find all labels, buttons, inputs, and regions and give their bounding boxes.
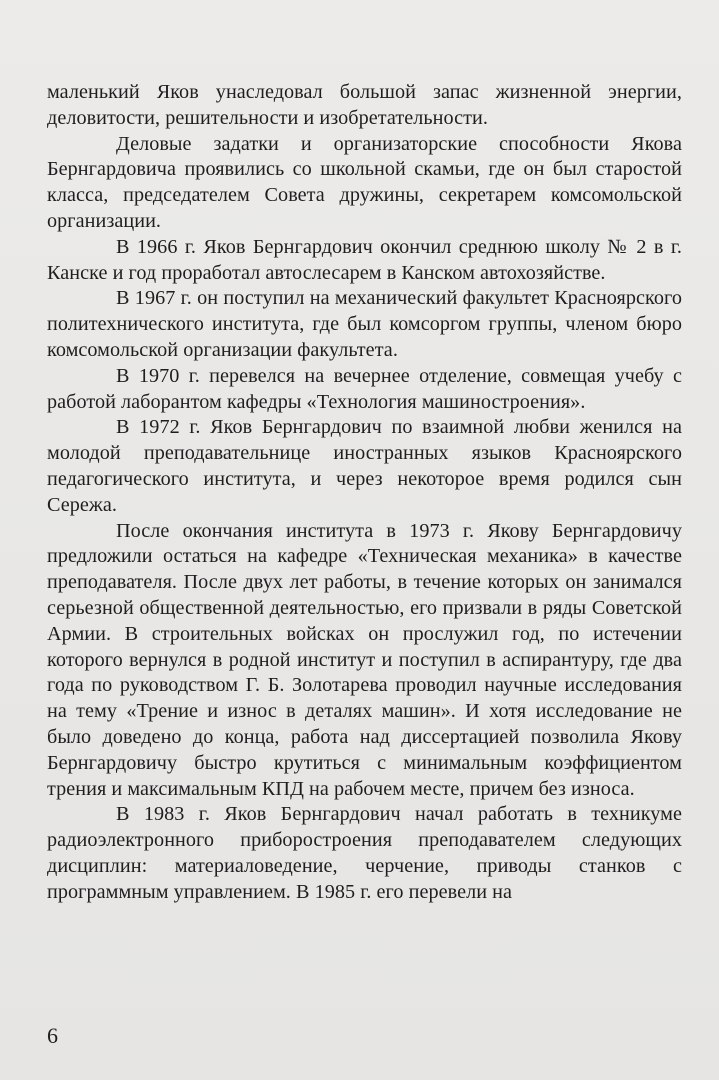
paragraph-5: В 1970 г. перевелся на вечернее отделение, совмещая учебу с работой лаборантом кафедры «Технология машиностроения».	[47, 364, 682, 413]
paragraph-3: В 1966 г. Яков Бернгардович окончил среднюю школу № 2 в г. Канске и год проработал автослесарем в Канском автохозяйстве.	[47, 235, 682, 284]
paragraph-2: Деловые задатки и организаторские способности Якова Бернгардовича проявились со школьной скамьи, где он был старостой класса, председателем Совета дружины, секретарем комсомольской организации.	[47, 132, 682, 232]
paragraph-1: маленький Яков унаследовал большой запас жизненной энергии, деловитости, решительности и изобретательности.	[47, 81, 682, 129]
paragraph-8: В 1983 г. Яков Бернгардович начал работать в техникуме радиоэлектронного приборостроения преподавателем следующих дисциплин: материаловедение, черчение, приводы станков с программным управлением. В 1985 г. его перевели на	[47, 803, 682, 903]
paragraph-7: После окончания института в 1973 г. Якову Бернгардовичу предложили остаться на кафедре «Техническая механика» в качестве преподавателя. После двух лет работы, в течение которых он занимался серьезной общественной деятельностью, его призвали в ряды Советской Армии. В строительных войсках он прослужил год, по истечении которого вернулся в родной институт и поступил в аспирантуру, где два года по руководством Г. Б. Золотарева проводил научные исследования на тему «Трение и износ в деталях машин». И хотя исследование не было доведено до конца, работа над диссертацией позволила Якову Бернгардовичу быстро крутиться с минимальным коэффициентом трения и максимальным КПД на рабочем месте, причем без износа.	[47, 519, 682, 800]
paragraph-4: В 1967 г. он поступил на механический факультет Красноярского политехнического института, где был комсоргом группы, членом бюро комсомольской организации факультета.	[47, 287, 682, 361]
page-number: 6	[47, 1023, 58, 1048]
body-text	[47, 80, 682, 906]
paragraph-6: В 1972 г. Яков Бернгардович по взаимной любви женился на молодой преподавательнице иностранных языков Красноярского педагогического института, и через некоторое время родился сын Сережа.	[47, 416, 682, 516]
